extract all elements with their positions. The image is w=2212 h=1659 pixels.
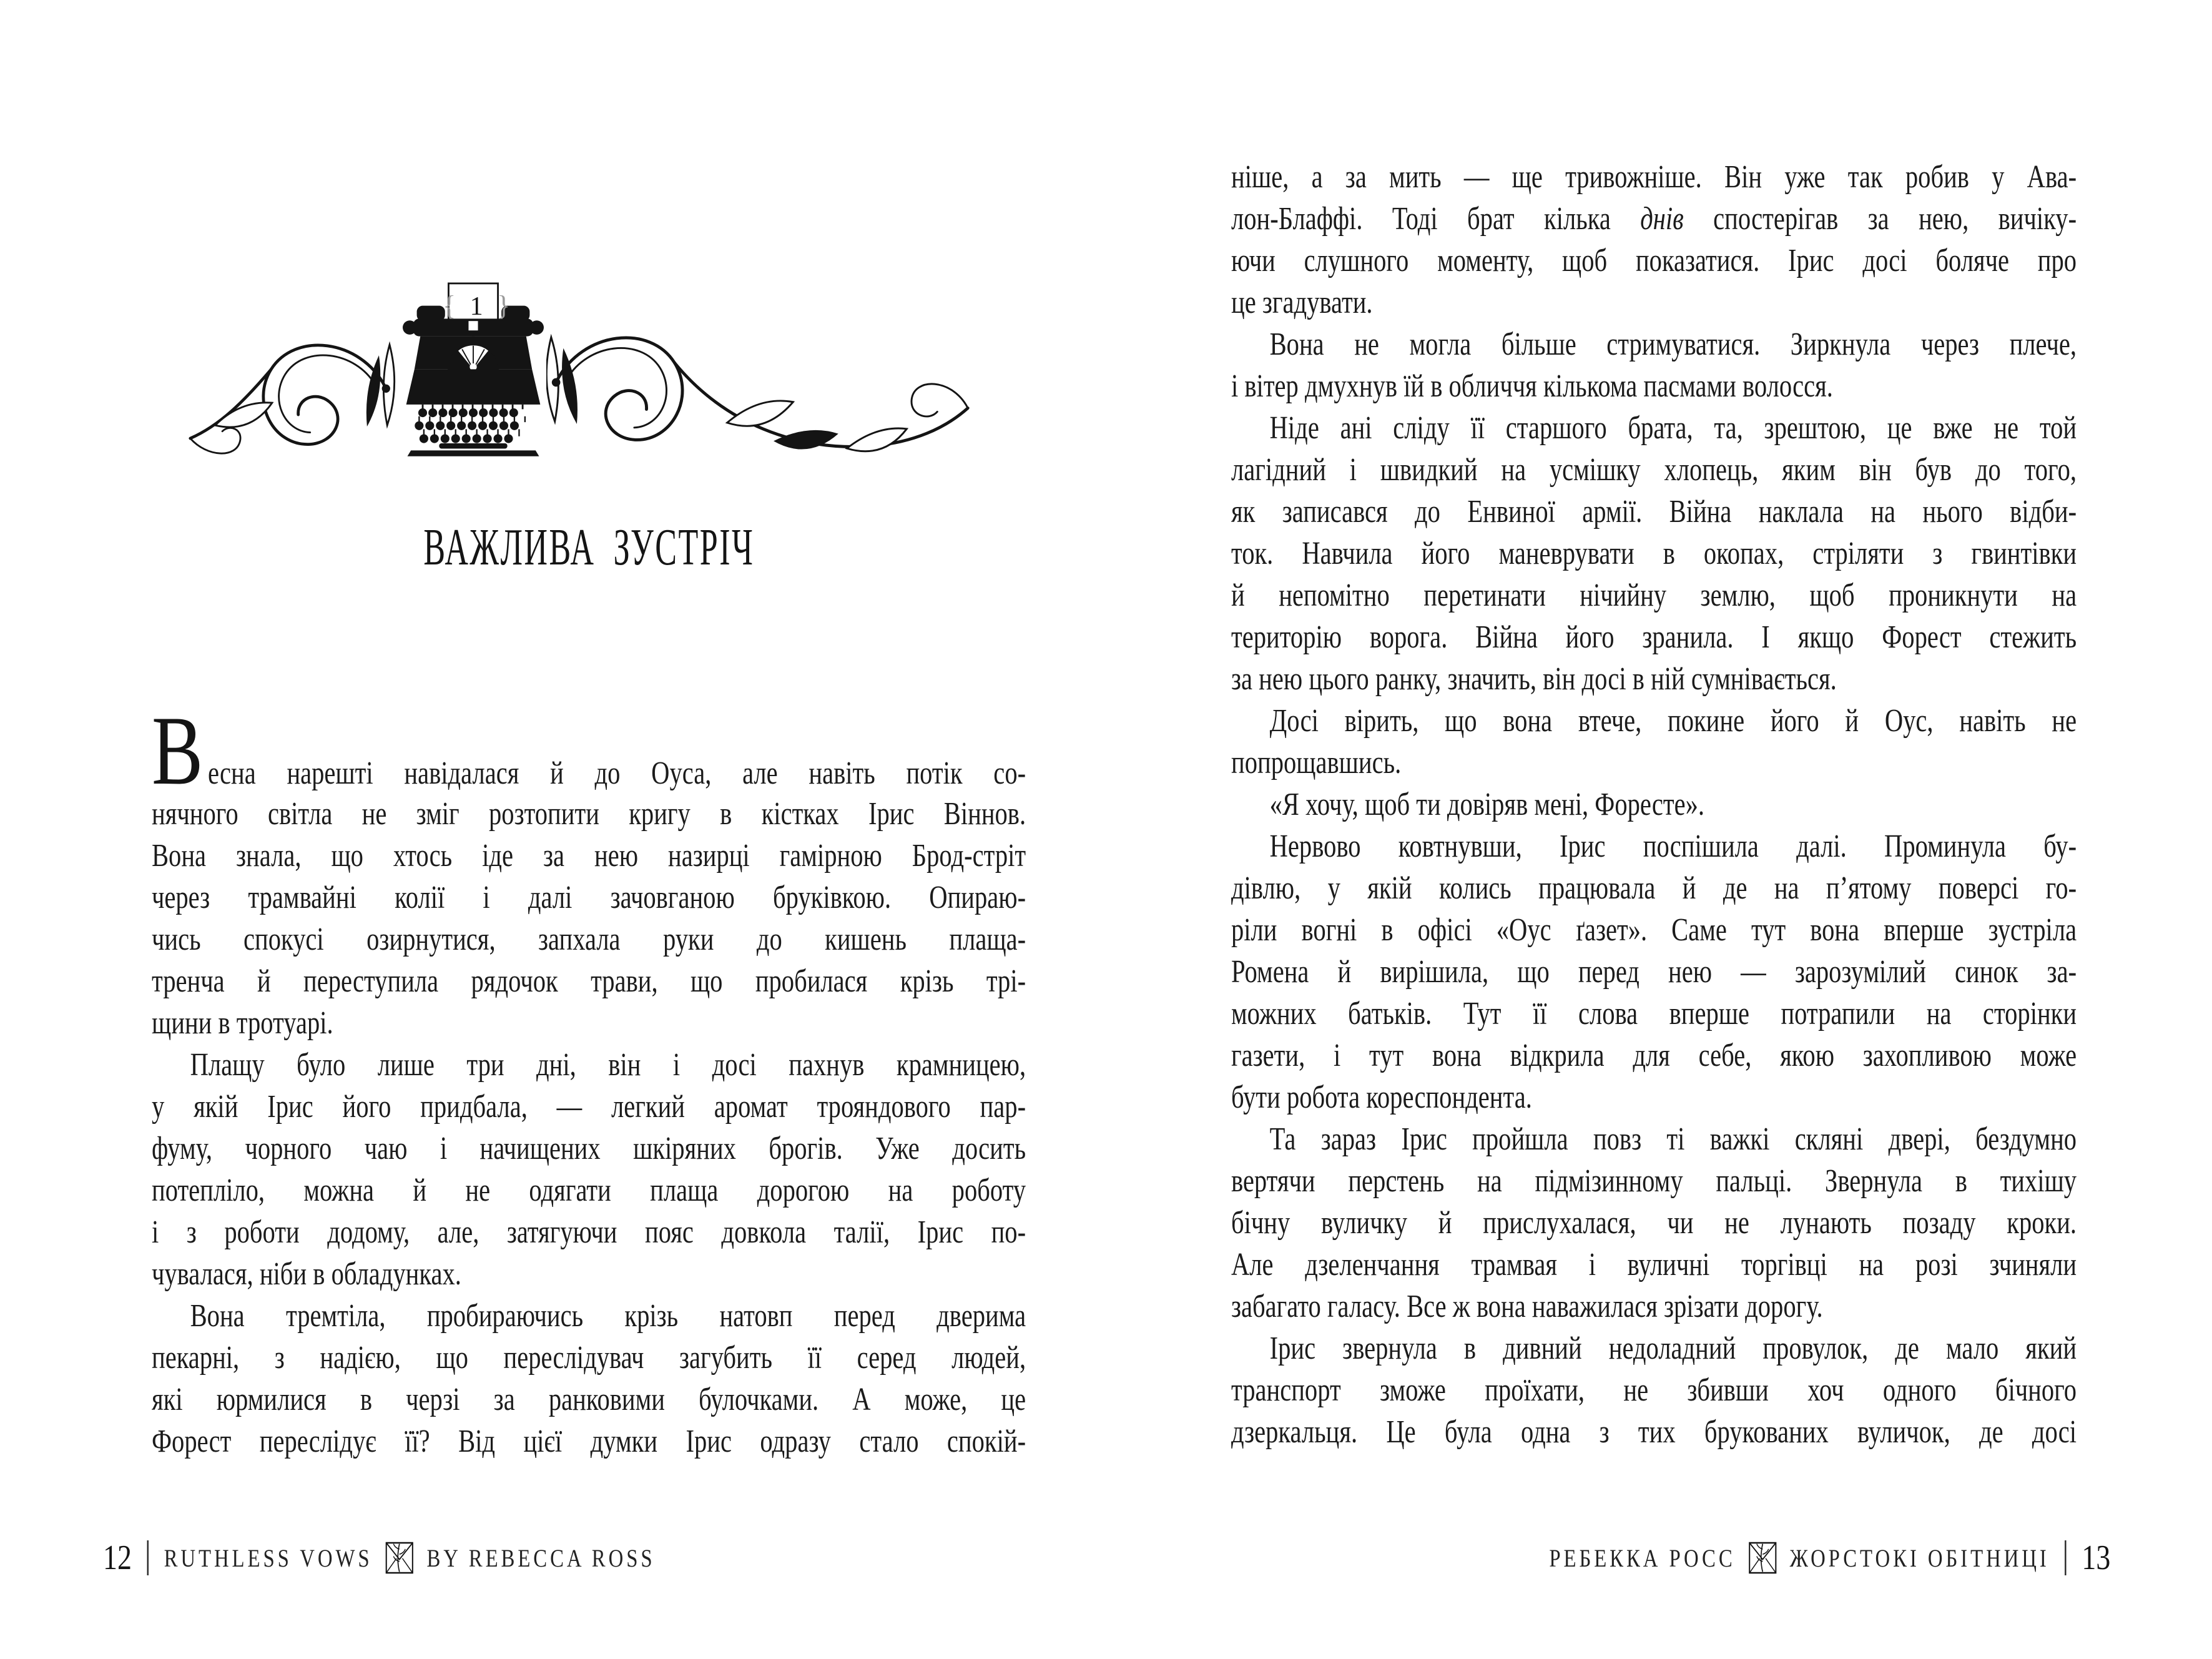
text-line	[152, 1002, 1026, 1044]
footer-divider	[147, 1540, 149, 1575]
text-segment: есна нарешті навідалася й до Оуса, але навіть потік со-	[208, 756, 1026, 791]
text-segment: забагато галасу. Все ж вона наважилася зрізати дорогу.	[1231, 1289, 1823, 1324]
text-line	[1231, 198, 2077, 240]
text-line	[1231, 407, 2077, 449]
right-page-body	[1231, 156, 2077, 1453]
text-segment: лагідний і швидкий на усмішку хлопець, яким він був до того,	[1231, 452, 2077, 488]
text-line	[1231, 784, 2077, 825]
text-segment: за нею цього ранку, значить, він досі в ній сумнівається.	[1231, 661, 1837, 697]
text-line	[1231, 825, 2077, 867]
text-segment: бути робота кореспондента.	[1231, 1080, 1532, 1115]
text-line	[1231, 533, 2077, 574]
footer-divider	[2065, 1540, 2066, 1575]
text-segment: дзеркальця. Це була одна з тих брукованих вуличок, де досі	[1231, 1414, 2077, 1450]
text-segment: і з роботи додому, але, затягуючи пояс довкола талії, Ірис по-	[152, 1214, 1026, 1250]
text-segment: Ніде ані сліду її старшого брата, та, зрештою, це вже не той	[1269, 410, 2077, 446]
chapter-title-row	[152, 517, 1026, 578]
text-segment: можних батьків. Тут її слова вперше потрапили на сторінки	[1231, 996, 2077, 1031]
text-line	[152, 918, 1026, 960]
right-page-footer	[1549, 1535, 2110, 1581]
text-segment: тренча й переступила рядочок трави, що пробилася крізь трі-	[152, 963, 1026, 999]
italic-text: днів	[1640, 201, 1684, 237]
text-line	[152, 835, 1026, 877]
text-line	[1231, 951, 2077, 993]
text-segment: Ірис звернула в дивний недоладний провулок, де мало який	[1269, 1331, 2077, 1366]
text-segment: ріли вогні в офісі «Оус ґазет». Саме тут вона вперше зустріла	[1231, 912, 2077, 948]
text-line	[152, 1128, 1026, 1169]
text-segment: Вона не могла більше стримуватися. Зиркнула через плече,	[1269, 327, 2077, 362]
text-line	[1231, 1035, 2077, 1076]
chapter-number	[443, 290, 514, 322]
text-segment: ючи слушного моменту, щоб показатися. Ірис досі боляче про	[1231, 243, 2077, 278]
text-segment: ток. Навчила його маневрувати в окопах, стріляти з гвинтівки	[1231, 536, 2077, 571]
chapter-brace-close: }	[497, 290, 514, 321]
paragraph	[1231, 784, 2077, 825]
chapter-title: ВАЖЛИВА ЗУСТРІЧ	[423, 518, 754, 576]
text-segment: Ромена й вирішила, що перед нею — зарозумілий синок за-	[1231, 954, 2077, 990]
text-segment: газети, і тут вона відкрила для себе, якою захопливою може	[1231, 1038, 2077, 1073]
footer-book-title: ЖОРСТОКІ ОБІТНИЦІ	[1789, 1543, 2050, 1572]
text-line	[1231, 993, 2077, 1035]
left-page-body	[152, 696, 1026, 1462]
left-flourish-ornament	[178, 309, 400, 487]
text-segment: ніше, а за мить — ще тривожніше. Він уже так робив у Ава-	[1231, 159, 2077, 195]
text-line	[1231, 909, 2077, 951]
text-segment: чувалася, ніби в обладунках.	[152, 1256, 461, 1292]
paragraph	[152, 1295, 1026, 1462]
text-line	[1231, 658, 2077, 700]
paragraph	[1231, 700, 2077, 784]
text-line	[1231, 282, 2077, 323]
text-line	[152, 1253, 1026, 1295]
text-segment: Вона знала, що хтось іде за нею назирці гамірною Брод-стріт	[152, 838, 1026, 874]
text-segment: через трамвайні колії і далі зачовганою бруківкою. Опираю-	[152, 880, 1026, 915]
envelope-icon	[385, 1538, 415, 1578]
footer-book-title: RUTHLESS VOWS	[164, 1543, 373, 1572]
chapter-brace-open: {	[443, 290, 460, 321]
text-line	[152, 1337, 1026, 1379]
page-number: 12	[103, 1538, 132, 1577]
text-line	[1231, 1369, 2077, 1411]
text-segment: Плащу було лише три дні, він і досі пахнув крамницею,	[190, 1047, 1026, 1083]
text-segment: транспорт зможе проїхати, не збивши хоч одного бічного	[1231, 1372, 2077, 1408]
text-line	[1231, 1286, 2077, 1327]
text-line	[1231, 240, 2077, 282]
text-line	[152, 960, 1026, 1002]
text-segment: які юрмилися в черзі за ранковими булочками. А може, це	[152, 1382, 1026, 1417]
text-line	[1231, 323, 2077, 365]
text-segment: бічну вуличку й прислухалася, чи не лунають позаду кроки.	[1231, 1205, 2077, 1241]
paragraph	[1231, 825, 2077, 1118]
text-segment: Нервово ковтнувши, Ірис поспішила далі. Проминула бу-	[1269, 829, 2077, 864]
paragraph	[1231, 156, 2077, 323]
paragraph	[1231, 407, 2077, 700]
text-line	[152, 696, 1026, 805]
text-line	[152, 1211, 1026, 1253]
text-segment: у якій Ірис його придбала, — легкий аромат трояндового пар-	[152, 1089, 1026, 1125]
text-segment: і вітер дмухнув їй в обличчя кількома пасмами волосся.	[1231, 368, 1833, 404]
page-number: 13	[2082, 1538, 2110, 1577]
text-segment: нячного світла не зміг розтопити кригу в кістках Ірис Віннов.	[152, 796, 1026, 832]
text-segment: Вона тремтіла, пробираючись крізь натовп перед дверима	[190, 1298, 1026, 1334]
footer-byline: BY REBECCA ROSS	[426, 1543, 656, 1572]
text-segment: чись спокусі озирнутися, запхала руки до кишень плаща-	[152, 922, 1026, 957]
paragraph	[152, 1044, 1026, 1295]
text-segment: потепліло, можна й не одягати плаща дорогою на роботу	[152, 1173, 1026, 1208]
text-line	[1231, 491, 2077, 533]
text-line	[152, 1086, 1026, 1128]
text-segment: територію ворога. Війна його зранила. І якщо Форест стежить	[1231, 619, 2077, 655]
text-line	[1231, 156, 2077, 198]
text-segment: це згадувати.	[1231, 285, 1373, 320]
text-segment: й непомітно перетинати нічийну землю, щоб проникнути на	[1231, 578, 2077, 613]
left-page-footer	[103, 1535, 656, 1581]
text-segment: щини в тротуарі.	[152, 1005, 333, 1041]
text-line	[152, 1420, 1026, 1462]
text-segment: дівлю, у якій колись працювала й де на п’ятому поверсі го-	[1231, 870, 2077, 906]
text-segment: лон-Блаффі. Тоді брат кілька	[1231, 201, 1641, 237]
text-segment: Але дзеленчання трамвая і вуличні торгівці на розі зчиняли	[1231, 1247, 2077, 1282]
text-line	[152, 1295, 1026, 1337]
text-segment: Та зараз Ірис пройшла повз ті важкі скляні двері, бездумно	[1269, 1121, 2077, 1157]
text-segment: пекарні, з надією, що переслідувач загубить її серед людей,	[152, 1340, 1026, 1376]
text-line	[1231, 616, 2077, 658]
text-line	[1231, 1411, 2077, 1453]
footer-author: РЕБЕККА РОСС	[1549, 1543, 1736, 1572]
text-line	[1231, 449, 2077, 491]
envelope-icon	[1747, 1538, 1777, 1578]
text-line	[1231, 1118, 2077, 1160]
text-line	[152, 1044, 1026, 1086]
text-segment: Досі вірить, що вона втече, покине його й Оус, навіть не	[1269, 703, 2077, 739]
paragraph	[1231, 1327, 2077, 1453]
right-flourish-ornament	[546, 301, 974, 488]
text-line	[1231, 1202, 2077, 1244]
text-line	[152, 793, 1026, 835]
chapter-number-value: 1	[469, 292, 487, 321]
paragraph	[1231, 323, 2077, 407]
text-segment: фуму, чорного чаю і начищених шкіряних брогів. Уже досить	[152, 1131, 1026, 1166]
text-segment: вертячи перстень на підмізинному пальці. Звернула в тихішу	[1231, 1163, 2077, 1199]
paragraph	[152, 696, 1026, 1044]
text-line	[1231, 700, 2077, 742]
paragraph	[1231, 1118, 2077, 1327]
text-segment: Форест переслідує її? Від цієї думки Ірис одразу стало спокій-	[152, 1424, 1026, 1459]
text-line	[1231, 867, 2077, 909]
text-segment: попрощавшись.	[1231, 745, 1402, 780]
text-segment: спостерігав за нею, вичіку-	[1683, 201, 2077, 237]
text-line	[1231, 1160, 2077, 1202]
text-line	[1231, 574, 2077, 616]
text-line	[152, 1379, 1026, 1420]
text-line	[1231, 742, 2077, 784]
text-line	[152, 877, 1026, 918]
text-line	[152, 1169, 1026, 1211]
text-segment: як записався до Енвиної армії. Війна наклала на нього відби-	[1231, 494, 2077, 529]
text-line	[1231, 365, 2077, 407]
text-line	[1231, 1244, 2077, 1286]
drop-cap: В	[152, 696, 204, 805]
text-line	[1231, 1076, 2077, 1118]
typewriter-illustration	[403, 280, 544, 456]
text-line	[1231, 1327, 2077, 1369]
text-segment: «Я хочу, щоб ти довіряв мені, Форесте».	[1269, 787, 1705, 822]
